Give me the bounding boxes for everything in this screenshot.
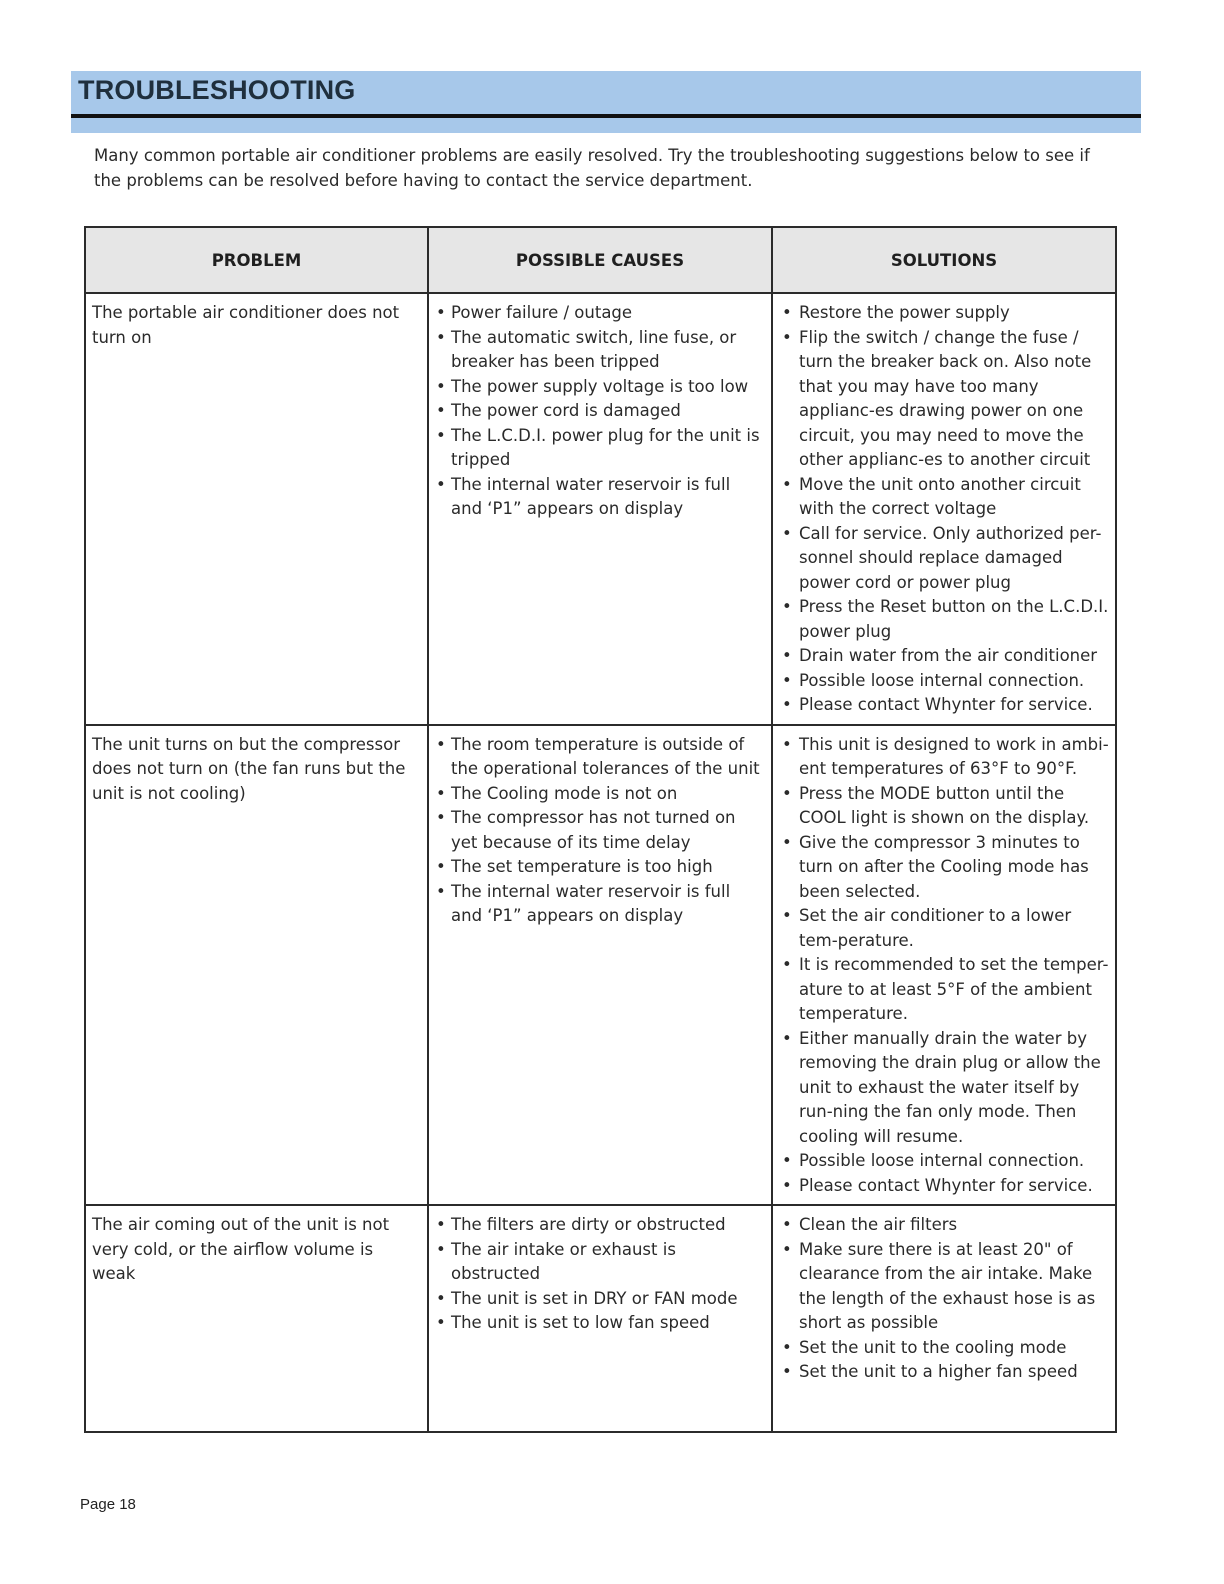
page-number: Page 18	[80, 1496, 136, 1513]
column-header-solutions: SOLUTIONS	[772, 227, 1116, 293]
list-item: • The internal water reservoir is full and ‘P1” appears on display	[435, 880, 765, 929]
list-item: • Please contact Whynter for service.	[779, 693, 1109, 718]
table-row	[85, 1205, 1116, 1432]
solutions-list	[779, 1213, 1109, 1385]
list-item: • The room temperature is outside of the operational tolerances of the unit	[435, 733, 765, 782]
causes-cell	[428, 1205, 772, 1432]
causes-cell	[428, 725, 772, 1206]
solutions-cell	[772, 725, 1116, 1206]
list-item: • Call for service. Only authorized per-sonnel should replace damaged power cord or power plug	[779, 522, 1109, 596]
causes-list	[435, 301, 765, 522]
list-item: • The set temperature is too high	[435, 855, 765, 880]
troubleshooting-table	[84, 226, 1117, 1433]
causes-list	[435, 733, 765, 929]
list-item: • Flip the switch / change the fuse / turn the breaker back on. Also note that you may have too many applianc-es drawing power on one circuit, you may need to move the other applianc-es to another circuit	[779, 326, 1109, 473]
list-item: • The unit is set in DRY or FAN mode	[435, 1287, 765, 1312]
list-item: • The air intake or exhaust is obstructed	[435, 1238, 765, 1287]
list-item: • The power supply voltage is too low	[435, 375, 765, 400]
solutions-list	[779, 301, 1109, 718]
problem-cell: The unit turns on but the compressor does not turn on (the fan runs but the unit is not cooling)	[85, 725, 428, 1206]
table-row	[85, 293, 1116, 725]
list-item: • The internal water reservoir is full and ‘P1” appears on display	[435, 473, 765, 522]
table-row	[85, 725, 1116, 1206]
list-item: • Set the air conditioner to a lower tem-perature.	[779, 904, 1109, 953]
section-title: TROUBLESHOOTING	[78, 75, 356, 105]
list-item: • Possible loose internal connection.	[779, 1149, 1109, 1174]
problem-cell: The air coming out of the unit is not very cold, or the airflow volume is weak	[85, 1205, 428, 1432]
list-item: • The power cord is damaged	[435, 399, 765, 424]
list-item: • Restore the power supply	[779, 301, 1109, 326]
list-item: • Press the Reset button on the L.C.D.I. power plug	[779, 595, 1109, 644]
list-item: • Possible loose internal connection.	[779, 669, 1109, 694]
list-item: • Clean the air filters	[779, 1213, 1109, 1238]
list-item: • It is recommended to set the temper-ature to at least 5°F of the ambient temperature.	[779, 953, 1109, 1027]
list-item: • Give the compressor 3 minutes to turn on after the Cooling mode has been selected.	[779, 831, 1109, 905]
column-header-causes: POSSIBLE CAUSES	[428, 227, 772, 293]
solutions-cell	[772, 1205, 1116, 1432]
list-item: • Drain water from the air conditioner	[779, 644, 1109, 669]
list-item: • This unit is designed to work in ambi-ent temperatures of 63°F to 90°F.	[779, 733, 1109, 782]
table-header-row	[85, 227, 1116, 293]
list-item: • Power failure / outage	[435, 301, 765, 326]
list-item: • Press the MODE button until the COOL light is shown on the display.	[779, 782, 1109, 831]
solutions-cell	[772, 293, 1116, 725]
list-item: • The filters are dirty or obstructed	[435, 1213, 765, 1238]
list-item: • Set the unit to a higher fan speed	[779, 1360, 1109, 1385]
causes-cell	[428, 293, 772, 725]
list-item: • The Cooling mode is not on	[435, 782, 765, 807]
list-item: • The L.C.D.I. power plug for the unit is tripped	[435, 424, 765, 473]
list-item: • Please contact Whynter for service.	[779, 1174, 1109, 1199]
list-item: • The unit is set to low fan speed	[435, 1311, 765, 1336]
list-item: • The automatic switch, line fuse, or breaker has been tripped	[435, 326, 765, 375]
causes-list	[435, 1213, 765, 1336]
header-divider	[71, 114, 1141, 118]
solutions-list	[779, 733, 1109, 1199]
list-item: • The compressor has not turned on yet because of its time delay	[435, 806, 765, 855]
list-item: • Set the unit to the cooling mode	[779, 1336, 1109, 1361]
list-item: • Either manually drain the water by removing the drain plug or allow the unit to exhaust the water itself by run-ning the fan only mode. Then cooling will resume.	[779, 1027, 1109, 1150]
list-item: • Move the unit onto another circuit with the correct voltage	[779, 473, 1109, 522]
list-item: • Make sure there is at least 20" of clearance from the air intake. Make the length of the exhaust hose is as short as possible	[779, 1238, 1109, 1336]
intro-paragraph: Many common portable air conditioner problems are easily resolved. Try the troubleshooting suggestions below to see if the problems can be resolved before having to contact the service department.	[94, 146, 1090, 190]
problem-cell: The portable air conditioner does not turn on	[85, 293, 428, 725]
column-header-problem: PROBLEM	[85, 227, 428, 293]
section-header-band	[71, 71, 1141, 133]
